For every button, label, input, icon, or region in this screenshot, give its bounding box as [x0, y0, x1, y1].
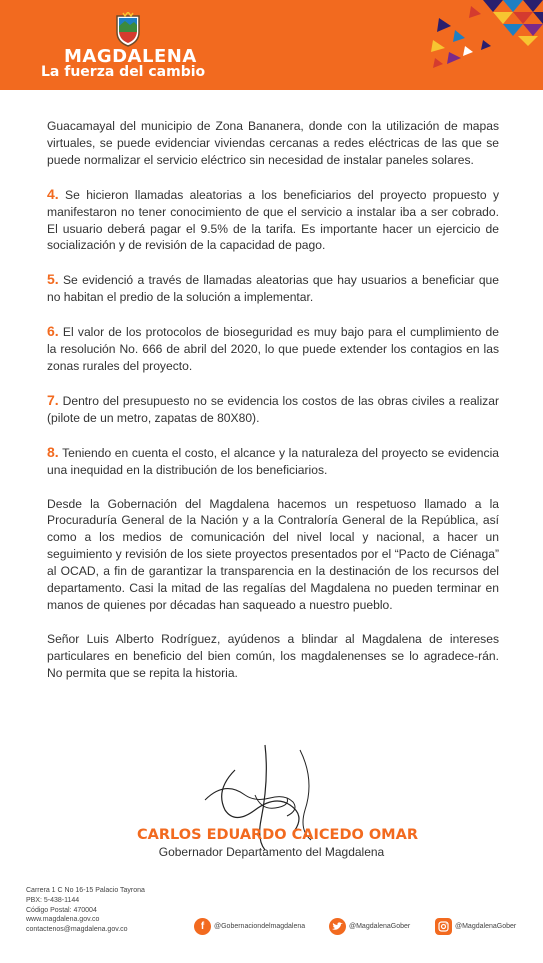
brand-tagline: La fuerza del cambio [41, 64, 206, 80]
instagram-icon [435, 918, 452, 935]
phone-line: PBX: 5-438-1144 [26, 896, 80, 904]
numbered-paragraph: 8. Teniendo en cuenta el costo, el alcance y la naturaleza del proyecto se evidencia una inequidad en la distribución de los beneficiarios. [47, 443, 499, 477]
postal-code-line: Código Postal: 470004 [26, 906, 97, 914]
address-line: Carrera 1 C No 16-15 Palacio Tayrona [26, 887, 145, 894]
paragraph: Desde la Gobernación del Magdalena hacemos un respetuoso llamado a la Procuraduría General de la Nación y a la Contraloría General de la República, así como a los medios de comunicación del nivel local y nacional, a hacer un seguimiento y revisión de los siete proyectos presentados por el “Pacto de Ciénaga” al OCAD, a fin de garantizar la transparencia en la destinación de los recursos del departamento. Casi la mitad de las regalías del Magdalena no pueden terminar en manos de quienes por décadas han saqueado a nuestro pueblo. [47, 496, 499, 612]
social-facebook[interactable] [194, 918, 305, 935]
paragraph-number: 7. [47, 391, 59, 408]
decorative-pattern-icon [373, 0, 543, 90]
facebook-handle: @Gobernaciondelmagdalena [214, 923, 306, 930]
social-instagram[interactable] [435, 918, 516, 935]
website-link[interactable]: www.magdalena.gov.co [26, 916, 100, 924]
twitter-handle: @MagdalenaGober [349, 923, 411, 930]
numbered-paragraph: 6. El valor de los protocolos de bioseguridad es muy bajo para el cumplimiento de la resolución No. 666 de abril del 2020, lo que puede extender los contagios en las zonas rurales del proyecto. [47, 323, 499, 373]
paragraph-number: 6. [47, 323, 59, 340]
signer-role: Gobernador Departamento del Magdalena [158, 845, 385, 859]
numbered-paragraph: 5. Se evidenció a través de llamadas aleatorias que hay usuarios a beneficiar que no habitan el predio de la solución a implementar. [47, 271, 499, 305]
coat-of-arms-icon [113, 12, 143, 48]
facebook-icon: f [194, 918, 211, 935]
paragraph-number: 8. [47, 443, 59, 460]
letter-body [47, 118, 499, 699]
paragraph: Señor Luis Alberto Rodríguez, ayúdenos a blindar al Magdalena de intereses particulares en beneficio del bien común, los magdalenenses se lo agradece-rán. No permita que se repita la historia. [47, 631, 499, 680]
paragraph-number: 4. [47, 185, 59, 202]
numbered-paragraph: 7. Dentro del presupuesto no se evidencia los costos de las obras civiles a realizar (pilote de un metro, zapatas de 80X80). [47, 391, 499, 425]
social-twitter[interactable] [329, 918, 410, 935]
footer-address [26, 886, 145, 935]
numbered-paragraph: 4. Se hicieron llamadas aleatorias a los beneficiarios del proyecto propuesto y manifestaron no tener conocimiento de que el servicio a instalar iba a ser cobrado. El usuario deberá pagar el 9.5% de la tarifa. Es importante hacer un ejercicio de socialización y de revisión de la capacidad de pago. [47, 185, 499, 253]
paragraph: Guacamayal del municipio de Zona Bananera, donde con la utilización de mapas virtuales, se puede evidenciar viviendas cercanas a redes eléctricas de las que se puede normalizar el servicio eléctrico sin necesidad de instalar paneles solares. [47, 119, 499, 167]
paragraph-number: 5. [47, 271, 59, 288]
email-link[interactable]: contactenos@magdalena.gov.co [26, 926, 128, 934]
brand-name: MAGDALENA [64, 46, 197, 67]
instagram-handle: @MagdalenaGober [455, 923, 517, 930]
signer-name: CARLOS EDUARDO CAICEDO OMAR [137, 827, 418, 843]
page-header [0, 0, 543, 90]
twitter-icon [329, 918, 346, 935]
